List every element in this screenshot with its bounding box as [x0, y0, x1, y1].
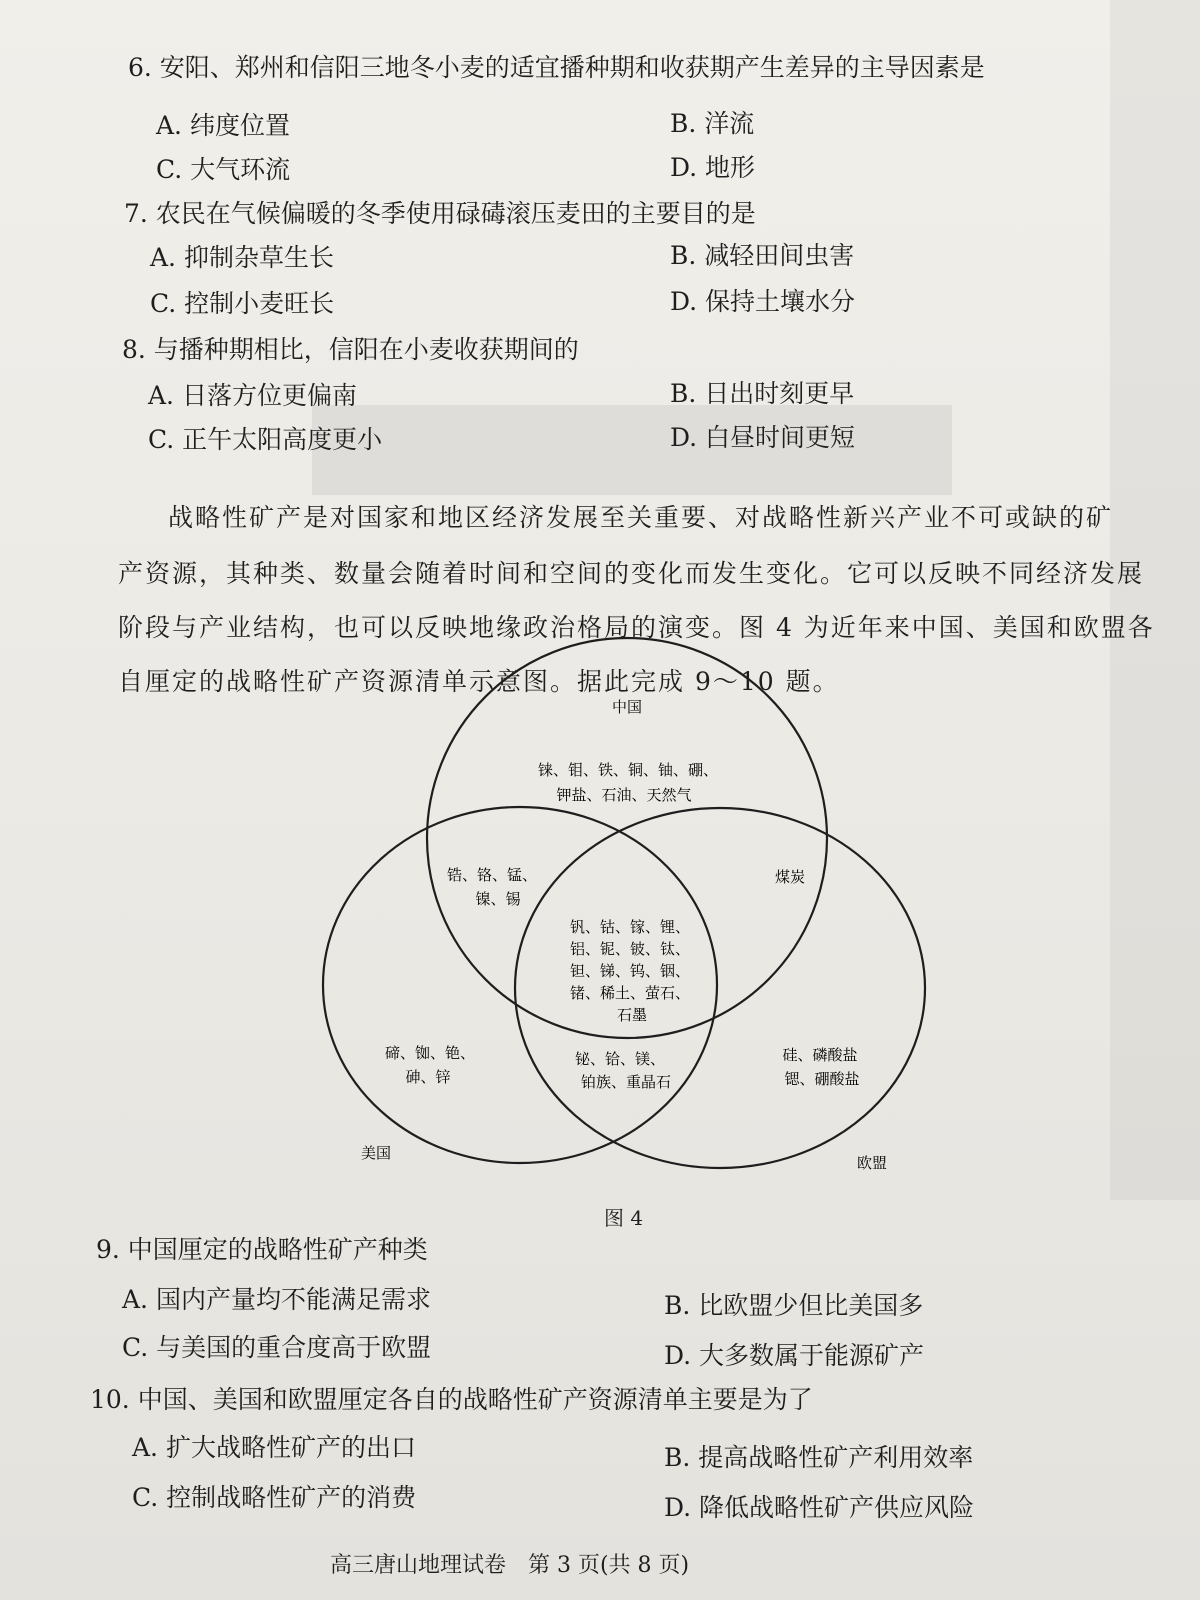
venn-eu-only-line-2: 锶、硼酸盐	[784, 1070, 860, 1088]
passage-line-3: 阶段与产业结构，也可以反映地缘政治格局的演变。图 4 为近年来中国、美国和欧盟各	[118, 613, 1155, 642]
question-10-option-c: C. 控制战略性矿产的消费	[132, 1483, 417, 1512]
question-7-option-b: B. 减轻田间虫害	[670, 241, 855, 270]
venn-all-line-5: 石墨	[616, 1006, 648, 1024]
question-6-option-d: D. 地形	[670, 153, 756, 182]
venn-label-eu: 欧盟	[856, 1154, 888, 1172]
figure-caption: 图 4	[604, 1206, 644, 1230]
question-8-option-b: B. 日出时刻更早	[670, 379, 855, 408]
passage-line-1: 战略性矿产是对国家和地区经济发展至关重要、对战略性新兴产业不可或缺的矿	[168, 503, 1114, 532]
question-10-stem: 10. 中国、美国和欧盟厘定各自的战略性矿产资源清单主要是为了	[90, 1385, 813, 1414]
question-9-option-d: D. 大多数属于能源矿产	[664, 1341, 925, 1370]
question-8-option-d: D. 白昼时间更短	[670, 423, 856, 452]
page-footer: 高三唐山地理试卷 第 3 页(共 8 页)	[330, 1553, 690, 1578]
venn-eu-only-line-1: 硅、磷酸盐	[782, 1046, 858, 1064]
venn-usa-eu-line-1: 铋、铪、镁、	[574, 1050, 666, 1068]
question-8-option-a: A. 日落方位更偏南	[148, 381, 357, 410]
question-10-option-d: D. 降低战略性矿产供应风险	[664, 1493, 975, 1522]
question-9-option-a: A. 国内产量均不能满足需求	[122, 1285, 431, 1314]
venn-all-line-1: 钒、钴、镓、锂、	[569, 918, 691, 936]
question-7-option-c: C. 控制小麦旺长	[150, 289, 335, 318]
venn-usa-only-line-1: 碲、铷、铯、	[384, 1044, 476, 1062]
question-10-option-b: B. 提高战略性矿产利用效率	[664, 1443, 974, 1472]
venn-china-only-line-1: 铼、钼、铁、铜、铀、硼、	[537, 761, 719, 779]
passage-line-2: 产资源，其种类、数量会随着时间和空间的变化而发生变化。它可以反映不同经济发展	[118, 559, 1145, 588]
question-7-option-d: D. 保持土壤水分	[670, 287, 856, 316]
venn-china-usa-line-2: 镍、锡	[475, 890, 521, 908]
question-9-option-c: C. 与美国的重合度高于欧盟	[122, 1333, 432, 1362]
venn-all-line-4: 锗、稀土、萤石、	[569, 984, 691, 1002]
question-8-option-c: C. 正午太阳高度更小	[148, 425, 383, 454]
question-9-stem: 9. 中国厘定的战略性矿产种类	[96, 1235, 428, 1264]
venn-label-usa: 美国	[360, 1144, 392, 1162]
venn-usa-eu-line-2: 铂族、重晶石	[580, 1073, 672, 1091]
question-9-option-b: B. 比欧盟少但比美国多	[664, 1291, 924, 1320]
question-7-option-a: A. 抑制杂草生长	[150, 243, 334, 272]
question-10-option-a: A. 扩大战略性矿产的出口	[132, 1433, 416, 1462]
question-8-stem: 8. 与播种期相比，信阳在小麦收获期间的	[122, 335, 579, 364]
venn-all-line-3: 钽、锑、钨、铟、	[569, 962, 691, 980]
question-7-stem: 7. 农民在气候偏暖的冬季使用碌碡滚压麦田的主要目的是	[124, 199, 756, 228]
question-6-option-c: C. 大气环流	[156, 155, 291, 184]
question-6-option-a: A. 纬度位置	[156, 111, 290, 140]
venn-all-line-2: 铝、铌、铍、钛、	[569, 940, 691, 958]
venn-usa-only-line-2: 砷、锌	[405, 1068, 451, 1086]
venn-china-only-line-2: 钾盐、石油、天然气	[556, 786, 692, 804]
question-6-stem: 6. 安阳、郑州和信阳三地冬小麦的适宜播种期和收获期产生差异的主导因素是	[128, 53, 985, 82]
venn-china-eu: 煤炭	[774, 868, 806, 886]
question-6-option-b: B. 洋流	[670, 109, 755, 138]
passage-line-4: 自厘定的战略性矿产资源清单示意图。据此完成 9～10 题。	[118, 667, 840, 696]
venn-china-usa-line-1: 锆、铬、锰、	[446, 866, 538, 884]
venn-label-china: 中国	[611, 698, 643, 716]
